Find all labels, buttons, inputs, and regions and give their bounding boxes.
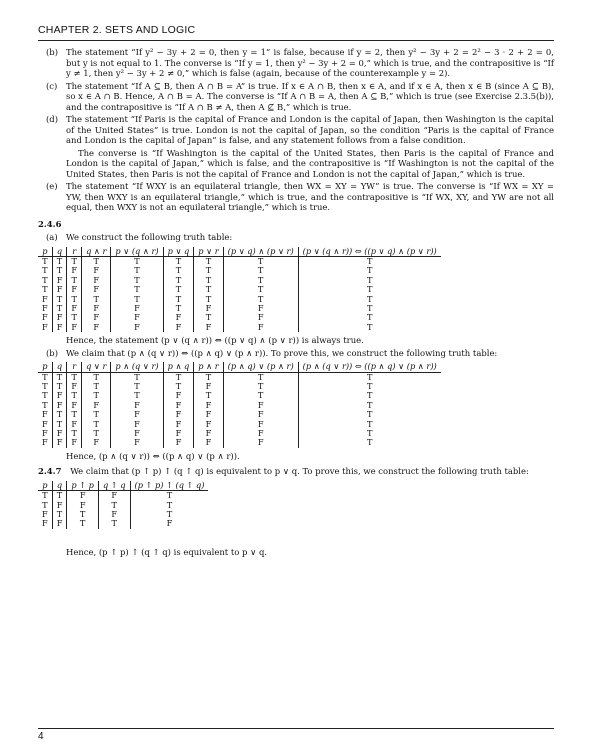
table-cell: T	[111, 295, 163, 304]
item-b	[38, 47, 554, 79]
table-cell: F	[52, 438, 67, 447]
column-header: p ↑ p	[67, 481, 99, 491]
table-cell: T	[163, 382, 194, 391]
table-cell: F	[82, 401, 111, 410]
column-header: q	[52, 481, 67, 491]
page-content	[38, 47, 554, 557]
section-2-4-7	[38, 466, 554, 477]
table-cell: F	[52, 285, 67, 294]
conclusion-246b: Hence, (p ∧ (q ∨ r)) ⇔ ((p ∧ q) ∨ (p ∧ r)).	[66, 450, 240, 461]
table-cell: T	[82, 429, 111, 438]
table-cell: T	[52, 256, 67, 266]
column-header: p ∧ (q ∨ r)	[111, 362, 163, 372]
column-header: (p ∧ q) ∨ (p ∧ r)	[223, 362, 298, 372]
column-header: p ∨ (q ∧ r)	[111, 247, 163, 257]
table-cell: F	[52, 313, 67, 322]
table-cell: T	[298, 372, 441, 382]
table-cell: T	[223, 382, 298, 391]
column-header: q	[52, 362, 67, 372]
table-cell: T	[52, 382, 67, 391]
table-cell: T	[298, 266, 441, 275]
table-cell: T	[52, 266, 67, 275]
item-text: The statement “If A ⊆ B, then A ∩ B = A” is true. If x ∈ A ∩ B, then x ∈ A, and if x ∈ A, then x ∈ B (since A ⊆ B), so x ∈ A ∩ B. Hence, A ∩ B = A. The converse is “If A ∩ B = A, then A ⊆ B,” which is true (see Exercise 2.3.5(b)), and the contrapositive is “If A ∩ B ≠ A, then A ⊈ B,” which is true.	[66, 80, 554, 112]
item-246-a	[38, 232, 554, 243]
table-header-row	[38, 481, 208, 491]
table-cell: F	[42, 409, 48, 420]
item-label: (b)	[46, 47, 58, 57]
table-cell: F	[223, 313, 298, 322]
column-header: p	[38, 362, 52, 372]
table-cell: F	[42, 509, 48, 520]
table-cell: T	[194, 295, 223, 304]
table-cell: F	[67, 382, 82, 391]
column-header: (p ∨ q) ∧ (p ∨ r)	[223, 247, 298, 257]
table-cell: T	[163, 276, 194, 285]
header-rule	[38, 40, 554, 41]
table-cell: F	[111, 438, 163, 447]
table-cell: T	[298, 313, 441, 322]
table-cell: F	[163, 323, 194, 332]
table-cell: T	[194, 276, 223, 285]
section-intro: We claim that (p ↑ p) ↑ (q ↑ q) is equivalent to p ∨ q. To prove this, we construct the following truth table:	[70, 466, 529, 477]
table-cell: T	[298, 304, 441, 313]
table-cell: F	[67, 323, 82, 332]
table-cell: T	[298, 410, 441, 419]
table-cell: T	[52, 410, 67, 419]
table-cell: F	[111, 420, 163, 429]
table-cell: F	[67, 501, 99, 510]
table-cell: F	[52, 429, 67, 438]
table-cell: T	[223, 256, 298, 266]
table-row	[38, 519, 208, 528]
conclusion-246a: Hence, the statement (p ∨ (q ∧ r)) ⇔ ((p ∨ q) ∧ (p ∨ r)) is always true.	[66, 335, 364, 346]
table-cell: F	[82, 285, 111, 294]
item-246-b	[38, 348, 554, 359]
table-cell: T	[42, 265, 48, 276]
table-cell: T	[67, 391, 82, 400]
table-cell: T	[298, 420, 441, 429]
table-cell: F	[194, 410, 223, 419]
item-text: The statement “If WXY is an equilateral triangle, then WX = XY = YW” is true. The converse is “If WX = XY = YW, then WXY is an equilateral triangle,” which is true, and the contrapositive is “If WX, XY, and YW are not all equal, then WXY is not an equilateral triangle,” which is true.	[66, 181, 554, 212]
table-cell: T	[298, 295, 441, 304]
item-text: The statement “If y² − 3y + 2 = 0, then y = 1” is false, because if y = 2, then y² − 3y + 2 = 2² − 3 · 2 + 2 = 0, but y is not equal to 1. The converse is “If y = 1, then y² − 3y + 2 = 0,” which is true, and the contrapositive is “If y ≠ 1, then y² − 3y + 2 ≠ 0,” which is false (again, because of the counterexample y = 2).	[66, 47, 554, 78]
table-cell: F	[111, 429, 163, 438]
footer-rule	[38, 728, 554, 729]
table-cell: T	[42, 390, 48, 401]
table-cell: F	[67, 420, 82, 429]
table-cell: T	[67, 410, 82, 419]
table-cell: F	[223, 420, 298, 429]
table-cell: F	[52, 519, 67, 528]
item-c	[38, 81, 554, 113]
table-cell: T	[52, 510, 67, 519]
table-cell: F	[67, 304, 82, 313]
table-cell: T	[111, 285, 163, 294]
column-header: p ∧ r	[194, 362, 223, 372]
table-cell: T	[298, 382, 441, 391]
table-cell: F	[194, 401, 223, 410]
item-label: (b)	[46, 347, 58, 358]
table-cell: F	[223, 429, 298, 438]
table-cell: F	[67, 266, 82, 275]
table-cell: F	[42, 312, 48, 323]
table-cell: F	[52, 391, 67, 400]
table-cell: F	[42, 428, 48, 438]
table-cell: T	[163, 266, 194, 275]
table-cell: F	[82, 276, 111, 285]
table-cell: F	[42, 437, 48, 448]
table-cell: F	[111, 401, 163, 410]
table-cell: T	[52, 491, 67, 501]
table-cell: F	[42, 418, 48, 429]
item-text: We claim that (p ∧ (q ∨ r)) ⇔ ((p ∧ q) ∨ (p ∧ r)). To prove this, we construct the following truth table:	[66, 347, 498, 358]
section-number-2-4-6: 2.4.6	[38, 218, 62, 229]
column-header: (p ∧ (q ∨ r)) ⇔ ((p ∧ q) ∨ (p ∧ r))	[298, 362, 441, 372]
table-cell: T	[298, 438, 441, 447]
table-cell: T	[163, 304, 194, 313]
table-row	[38, 438, 441, 447]
table-row	[38, 501, 208, 510]
table-cell: F	[111, 313, 163, 322]
table-cell: T	[130, 510, 208, 519]
column-header: q	[52, 247, 67, 257]
table-cell: T	[298, 429, 441, 438]
table-cell: T	[130, 501, 208, 510]
table-cell: T	[223, 391, 298, 400]
table-cell: F	[82, 304, 111, 313]
table-cell: F	[52, 401, 67, 410]
table-cell: F	[163, 429, 194, 438]
table-cell: F	[42, 302, 48, 313]
table-cell: T	[42, 380, 48, 391]
item-e	[38, 181, 554, 213]
table-cell: T	[82, 420, 111, 429]
table-cell: T	[194, 266, 223, 275]
table-cell: T	[82, 410, 111, 419]
table-cell: F	[98, 510, 130, 519]
table-cell: T	[163, 295, 194, 304]
table-cell: T	[298, 276, 441, 285]
table-cell: F	[52, 276, 67, 285]
table-cell: F	[42, 293, 48, 304]
column-header: r	[67, 362, 82, 372]
table-cell: F	[163, 313, 194, 322]
table-cell: F	[194, 304, 223, 313]
table-cell: T	[194, 256, 223, 266]
table-header-row	[38, 247, 441, 257]
table-cell: F	[163, 391, 194, 400]
column-header: p ∨ r	[194, 247, 223, 257]
table-cell: T	[42, 274, 48, 285]
table-cell: T	[111, 276, 163, 285]
table-cell: T	[223, 295, 298, 304]
table-cell: F	[163, 438, 194, 447]
table-cell: T	[67, 295, 82, 304]
column-header: q ∧ r	[82, 247, 111, 257]
table-cell: T	[98, 519, 130, 528]
chapter-header: CHAPTER 2. SETS AND LOGIC	[38, 24, 196, 36]
table-cell: T	[67, 256, 82, 266]
table-cell: F	[82, 313, 111, 322]
table-row	[38, 510, 208, 519]
table-cell: T	[111, 266, 163, 275]
table-cell: F	[67, 438, 82, 447]
table-cell: F	[223, 323, 298, 332]
table-cell: T	[130, 491, 208, 501]
table-cell: T	[67, 313, 82, 322]
table-cell: T	[298, 391, 441, 400]
conclusion-247: Hence, (p ↑ p) ↑ (q ↑ q) is equivalent to p ∨ q.	[66, 546, 268, 557]
table-cell: F	[194, 420, 223, 429]
table-cell: T	[163, 256, 194, 266]
column-header: (p ↑ p) ↑ (q ↑ q)	[130, 481, 208, 491]
column-header: p	[38, 481, 52, 491]
table-cell: T	[223, 372, 298, 382]
item-text: We construct the following truth table:	[66, 232, 233, 242]
section-number-2-4-7: 2.4.7	[38, 466, 62, 477]
table-cell: F	[223, 304, 298, 313]
table-cell: F	[67, 401, 82, 410]
truth-table-247	[38, 481, 208, 529]
table-cell: T	[67, 429, 82, 438]
table-cell: T	[194, 372, 223, 382]
item-label: (a)	[46, 232, 58, 242]
table-cell: F	[111, 410, 163, 419]
item-label: (c)	[46, 80, 58, 91]
table-cell: T	[42, 399, 48, 410]
table-cell: F	[163, 420, 194, 429]
table-cell: T	[194, 391, 223, 400]
table-cell: T	[82, 372, 111, 382]
table-cell: F	[223, 401, 298, 410]
table-cell: F	[111, 323, 163, 332]
table-cell: T	[163, 372, 194, 382]
table-cell: T	[42, 490, 48, 501]
table-cell: F	[223, 410, 298, 419]
table-cell: T	[67, 372, 82, 382]
table-cell: F	[111, 304, 163, 313]
table-cell: T	[82, 295, 111, 304]
table-header-row	[38, 362, 441, 372]
table-row	[38, 491, 208, 501]
page-number: 4	[38, 731, 44, 742]
table-cell: T	[298, 256, 441, 266]
table-cell: F	[194, 323, 223, 332]
table-cell: T	[223, 276, 298, 285]
table-cell: T	[223, 285, 298, 294]
table-cell: T	[82, 256, 111, 266]
item-d	[38, 114, 554, 179]
table-cell: T	[163, 285, 194, 294]
table-cell: F	[42, 518, 48, 529]
table-cell: T	[52, 372, 67, 382]
table-cell: T	[42, 371, 48, 382]
item-label: (d)	[46, 114, 58, 124]
table-cell: F	[163, 410, 194, 419]
table-cell: F	[130, 519, 208, 528]
table-cell: T	[111, 391, 163, 400]
table-cell: T	[111, 256, 163, 266]
table-cell: T	[194, 313, 223, 322]
column-header: r	[67, 247, 82, 257]
table-cell: F	[194, 438, 223, 447]
table-cell: F	[67, 285, 82, 294]
table-cell: T	[67, 510, 99, 519]
column-header: (p ∨ (q ∧ r)) ⇔ ((p ∨ q) ∧ (p ∨ r))	[298, 247, 441, 257]
table-cell: F	[163, 401, 194, 410]
truth-table-246b	[38, 362, 441, 448]
table-cell: F	[194, 429, 223, 438]
column-header: p	[38, 247, 52, 257]
item-label: (e)	[46, 181, 58, 191]
column-header: p ∨ q	[163, 247, 194, 257]
table-cell: T	[111, 372, 163, 382]
table-cell: F	[194, 382, 223, 391]
table-cell: F	[98, 491, 130, 501]
table-cell: F	[82, 266, 111, 275]
table-cell: T	[194, 285, 223, 294]
table-cell: F	[223, 438, 298, 447]
table-cell: T	[67, 519, 99, 528]
table-cell: T	[298, 285, 441, 294]
column-header: p ∧ q	[163, 362, 194, 372]
table-cell: T	[67, 276, 82, 285]
table-cell: T	[52, 304, 67, 313]
item-continuation: The converse is “If Washington is the capital of the United States, then Paris is the capital of France and London is the capital of Japan,” which is false, and the contrapositive is “If Washington is not the capital of the United States, then Paris is not the capital of France and London is not the capital of Japan,” which is true.	[66, 147, 554, 179]
table-cell: T	[223, 266, 298, 275]
table-cell: F	[42, 321, 48, 332]
table-cell: T	[52, 420, 67, 429]
item-text: The statement “If Paris is the capital of France and London is the capital of Japan, then Washington is the capital of the United States” is true. London is not the capital of Japan, so the condition “Paris is the capital of France and London is the capital of Japan” is false, and any statement follows from a false condition.	[66, 114, 554, 145]
table-row	[38, 323, 441, 332]
table-cell: T	[82, 382, 111, 391]
table-cell: F	[82, 323, 111, 332]
table-cell: T	[298, 323, 441, 332]
truth-table-246a	[38, 247, 441, 333]
table-cell: T	[42, 255, 48, 266]
table-cell: T	[52, 295, 67, 304]
table-cell: F	[52, 323, 67, 332]
table-cell: T	[111, 382, 163, 391]
table-cell: T	[82, 391, 111, 400]
table-cell: T	[42, 284, 48, 295]
table-cell: T	[98, 501, 130, 510]
table-cell: T	[42, 499, 48, 510]
column-header: q ∨ r	[82, 362, 111, 372]
table-cell: T	[298, 401, 441, 410]
table-cell: F	[82, 438, 111, 447]
column-header: q ↑ q	[98, 481, 130, 491]
table-cell: F	[52, 501, 67, 510]
table-cell: F	[67, 491, 99, 501]
